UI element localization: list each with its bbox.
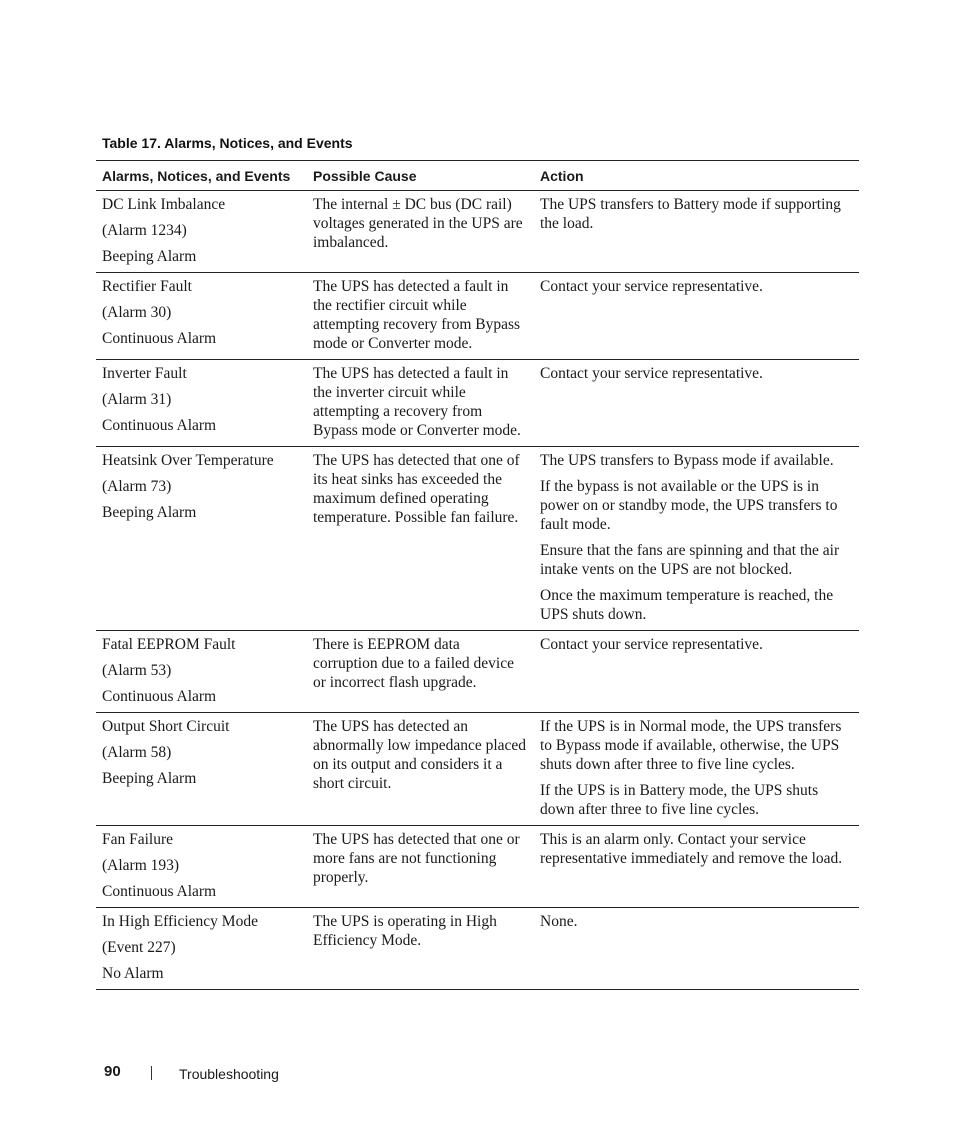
alarm-code: (Alarm 1234) xyxy=(102,222,187,239)
column-header-alarms: Alarms, Notices, and Events xyxy=(96,161,307,191)
table-row xyxy=(96,713,859,826)
alarm-name: In High Efficiency Mode xyxy=(102,913,258,930)
table-row xyxy=(96,631,859,713)
alarm-type: Continuous Alarm xyxy=(102,417,217,434)
action-cell xyxy=(534,447,859,631)
alarm-name: Heatsink Over Temperature xyxy=(102,452,274,469)
alarm-code: (Alarm 58) xyxy=(102,744,172,761)
action-cell xyxy=(534,713,859,826)
alarm-cell xyxy=(96,191,307,273)
cause-text: The UPS has detected an abnormally low impedance placed on its output and considers it a short circuit. xyxy=(313,718,527,792)
alarms-table xyxy=(96,160,859,990)
alarm-cell xyxy=(96,826,307,908)
alarm-type: Continuous Alarm xyxy=(102,883,217,900)
section-name: Troubleshooting xyxy=(179,1066,279,1082)
action-cell xyxy=(534,631,859,713)
alarm-type: Beeping Alarm xyxy=(102,504,197,521)
column-header-cause: Possible Cause xyxy=(307,161,534,191)
alarm-code: (Alarm 73) xyxy=(102,478,172,495)
cause-cell xyxy=(307,713,534,826)
action-cell xyxy=(534,273,859,360)
action-text: None. xyxy=(540,913,578,930)
cause-cell xyxy=(307,826,534,908)
action-cell xyxy=(534,360,859,447)
action-text: Contact your service representative. xyxy=(540,365,763,382)
table-row xyxy=(96,908,859,990)
action-cell xyxy=(534,908,859,990)
column-header-action: Action xyxy=(534,161,859,191)
alarm-name: DC Link Imbalance xyxy=(102,196,226,213)
alarm-code: (Alarm 53) xyxy=(102,662,172,679)
alarm-name: Inverter Fault xyxy=(102,365,187,382)
action-text: Once the maximum temperature is reached, the UPS shuts down. xyxy=(540,587,834,623)
alarm-cell xyxy=(96,713,307,826)
alarm-name: Fan Failure xyxy=(102,831,174,848)
page-number: 90 xyxy=(104,1063,121,1080)
table-caption: Table 17. Alarms, Notices, and Events xyxy=(102,135,353,151)
cause-text: The UPS has detected that one or more fans are not functioning properly. xyxy=(313,831,520,886)
alarm-code: (Alarm 193) xyxy=(102,857,180,874)
alarm-type: Continuous Alarm xyxy=(102,330,217,347)
footer-divider xyxy=(151,1066,152,1080)
alarm-name: Output Short Circuit xyxy=(102,718,230,735)
action-text: If the UPS is in Battery mode, the UPS shuts down after three to five line cycles. xyxy=(540,782,819,818)
cause-text: The internal ± DC bus (DC rail) voltages generated in the UPS are imbalanced. xyxy=(313,196,523,251)
alarm-type: No Alarm xyxy=(102,965,164,982)
table-row xyxy=(96,826,859,908)
action-text: If the bypass is not available or the UPS is in power on or standby mode, the UPS transfers to fault mode. xyxy=(540,478,838,533)
alarm-name: Rectifier Fault xyxy=(102,278,192,295)
action-text: The UPS transfers to Battery mode if supporting the load. xyxy=(540,196,841,232)
cause-cell xyxy=(307,191,534,273)
action-text: Contact your service representative. xyxy=(540,636,763,653)
table-header-row xyxy=(96,161,859,191)
cause-text: The UPS has detected that one of its heat sinks has exceeded the maximum defined operating temperature. Possible fan failure. xyxy=(313,452,520,526)
cause-text: There is EEPROM data corruption due to a failed device or incorrect flash upgrade. xyxy=(313,636,514,691)
table-row xyxy=(96,447,859,631)
alarm-cell xyxy=(96,360,307,447)
table-row xyxy=(96,191,859,273)
cause-text: The UPS has detected a fault in the inverter circuit while attempting a recovery from Bypass mode or Converter mode. xyxy=(313,365,521,439)
action-cell xyxy=(534,191,859,273)
cause-cell xyxy=(307,631,534,713)
table-row xyxy=(96,273,859,360)
alarm-code: (Alarm 31) xyxy=(102,391,172,408)
alarm-name: Fatal EEPROM Fault xyxy=(102,636,236,653)
alarm-cell xyxy=(96,631,307,713)
alarm-type: Beeping Alarm xyxy=(102,248,197,265)
alarm-code: (Alarm 30) xyxy=(102,304,172,321)
alarm-cell xyxy=(96,273,307,360)
cause-cell xyxy=(307,447,534,631)
action-text: The UPS transfers to Bypass mode if available. xyxy=(540,452,834,469)
action-cell xyxy=(534,826,859,908)
cause-text: The UPS is operating in High Efficiency Mode. xyxy=(313,913,497,949)
action-text: If the UPS is in Normal mode, the UPS transfers to Bypass mode if available, otherwise, the UPS shuts down after three to five line cycles. xyxy=(540,718,842,773)
cause-cell xyxy=(307,360,534,447)
action-text: Contact your service representative. xyxy=(540,278,763,295)
table-row xyxy=(96,360,859,447)
alarm-cell xyxy=(96,908,307,990)
cause-text: The UPS has detected a fault in the rectifier circuit while attempting recovery from Bypass mode or Converter mode. xyxy=(313,278,521,352)
alarm-type: Continuous Alarm xyxy=(102,688,217,705)
cause-cell xyxy=(307,908,534,990)
alarm-code: (Event 227) xyxy=(102,939,176,956)
page-footer xyxy=(0,1062,954,1086)
alarm-cell xyxy=(96,447,307,631)
action-text: This is an alarm only. Contact your service representative immediately and remove the load. xyxy=(540,831,843,867)
action-text: Ensure that the fans are spinning and that the air intake vents on the UPS are not blocked. xyxy=(540,542,840,578)
cause-cell xyxy=(307,273,534,360)
alarm-type: Beeping Alarm xyxy=(102,770,197,787)
